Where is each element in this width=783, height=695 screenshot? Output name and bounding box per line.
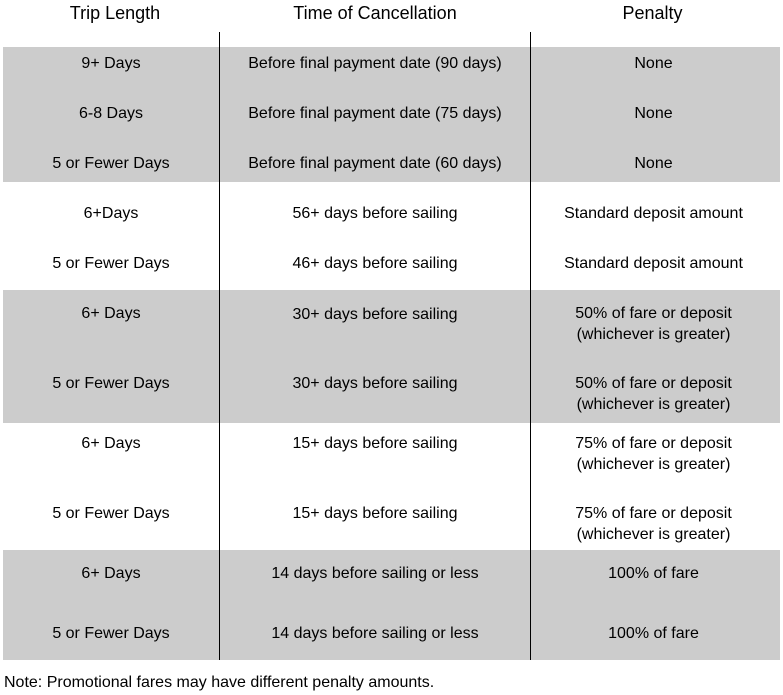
penalty-line: (whichever is greater) — [576, 326, 731, 343]
trip-length-cell: 9+ Days — [81, 55, 141, 72]
penalty-line: (whichever is greater) — [576, 396, 731, 413]
header-time-of-cancellation: Time of Cancellation — [293, 3, 457, 23]
penalty-line: (whichever is greater) — [576, 526, 731, 543]
trip-length-cell: 6+ Days — [81, 305, 141, 322]
header-trip-length: Trip Length — [69, 3, 161, 23]
penalty-cell: None — [634, 155, 673, 172]
cancellation-time-cell: Before final payment date (75 days) — [248, 105, 502, 122]
penalty-cell — [531, 303, 776, 345]
trip-length-cell: 6+Days — [83, 205, 139, 222]
penalty-cell: None — [634, 105, 673, 122]
trip-length-cell: 5 or Fewer Days — [52, 255, 170, 272]
trip-length-cell: 6-8 Days — [78, 105, 144, 122]
penalty-line: 50% of fare or deposit — [575, 375, 732, 392]
cancellation-time-cell: 30+ days before sailing — [292, 375, 458, 392]
penalty-line: 75% of fare or deposit — [575, 505, 732, 522]
penalty-cell: 100% of fare — [608, 565, 699, 582]
cancellation-time-cell: 46+ days before sailing — [292, 255, 458, 272]
penalty-line: 50% of fare or deposit — [575, 305, 732, 322]
penalty-cell — [531, 503, 776, 545]
trip-length-cell: 6+ Days — [81, 435, 141, 452]
trip-length-cell: 5 or Fewer Days — [52, 155, 170, 172]
cancellation-time-cell: 14 days before sailing or less — [271, 565, 479, 582]
trip-length-cell: 5 or Fewer Days — [52, 625, 170, 642]
cancellation-time-cell: 30+ days before sailing — [292, 306, 458, 323]
cancellation-time-cell: 14 days before sailing or less — [271, 625, 479, 642]
trip-length-cell: 6+ Days — [81, 565, 141, 582]
cancellation-time-cell: 15+ days before sailing — [292, 435, 458, 452]
penalty-cell: None — [634, 55, 673, 72]
penalty-line: (whichever is greater) — [576, 456, 731, 473]
cancellation-time-cell: 56+ days before sailing — [292, 205, 458, 222]
penalty-cell — [531, 373, 776, 415]
penalty-line: 75% of fare or deposit — [575, 435, 732, 452]
penalty-cell: 100% of fare — [608, 625, 699, 642]
cancellation-time-cell: Before final payment date (60 days) — [248, 155, 502, 172]
penalty-cell: Standard deposit amount — [564, 205, 743, 222]
penalty-cell — [531, 433, 776, 475]
cancellation-time-cell: 15+ days before sailing — [292, 505, 458, 522]
trip-length-cell: 5 or Fewer Days — [52, 505, 170, 522]
header-penalty: Penalty — [622, 3, 683, 23]
footnote: Note: Promotional fares may have different penalty amounts. — [4, 674, 435, 691]
penalty-cell: Standard deposit amount — [564, 255, 743, 272]
table-header — [0, 0, 783, 32]
trip-length-cell: 5 or Fewer Days — [52, 375, 170, 392]
cancellation-time-cell: Before final payment date (90 days) — [248, 55, 502, 72]
